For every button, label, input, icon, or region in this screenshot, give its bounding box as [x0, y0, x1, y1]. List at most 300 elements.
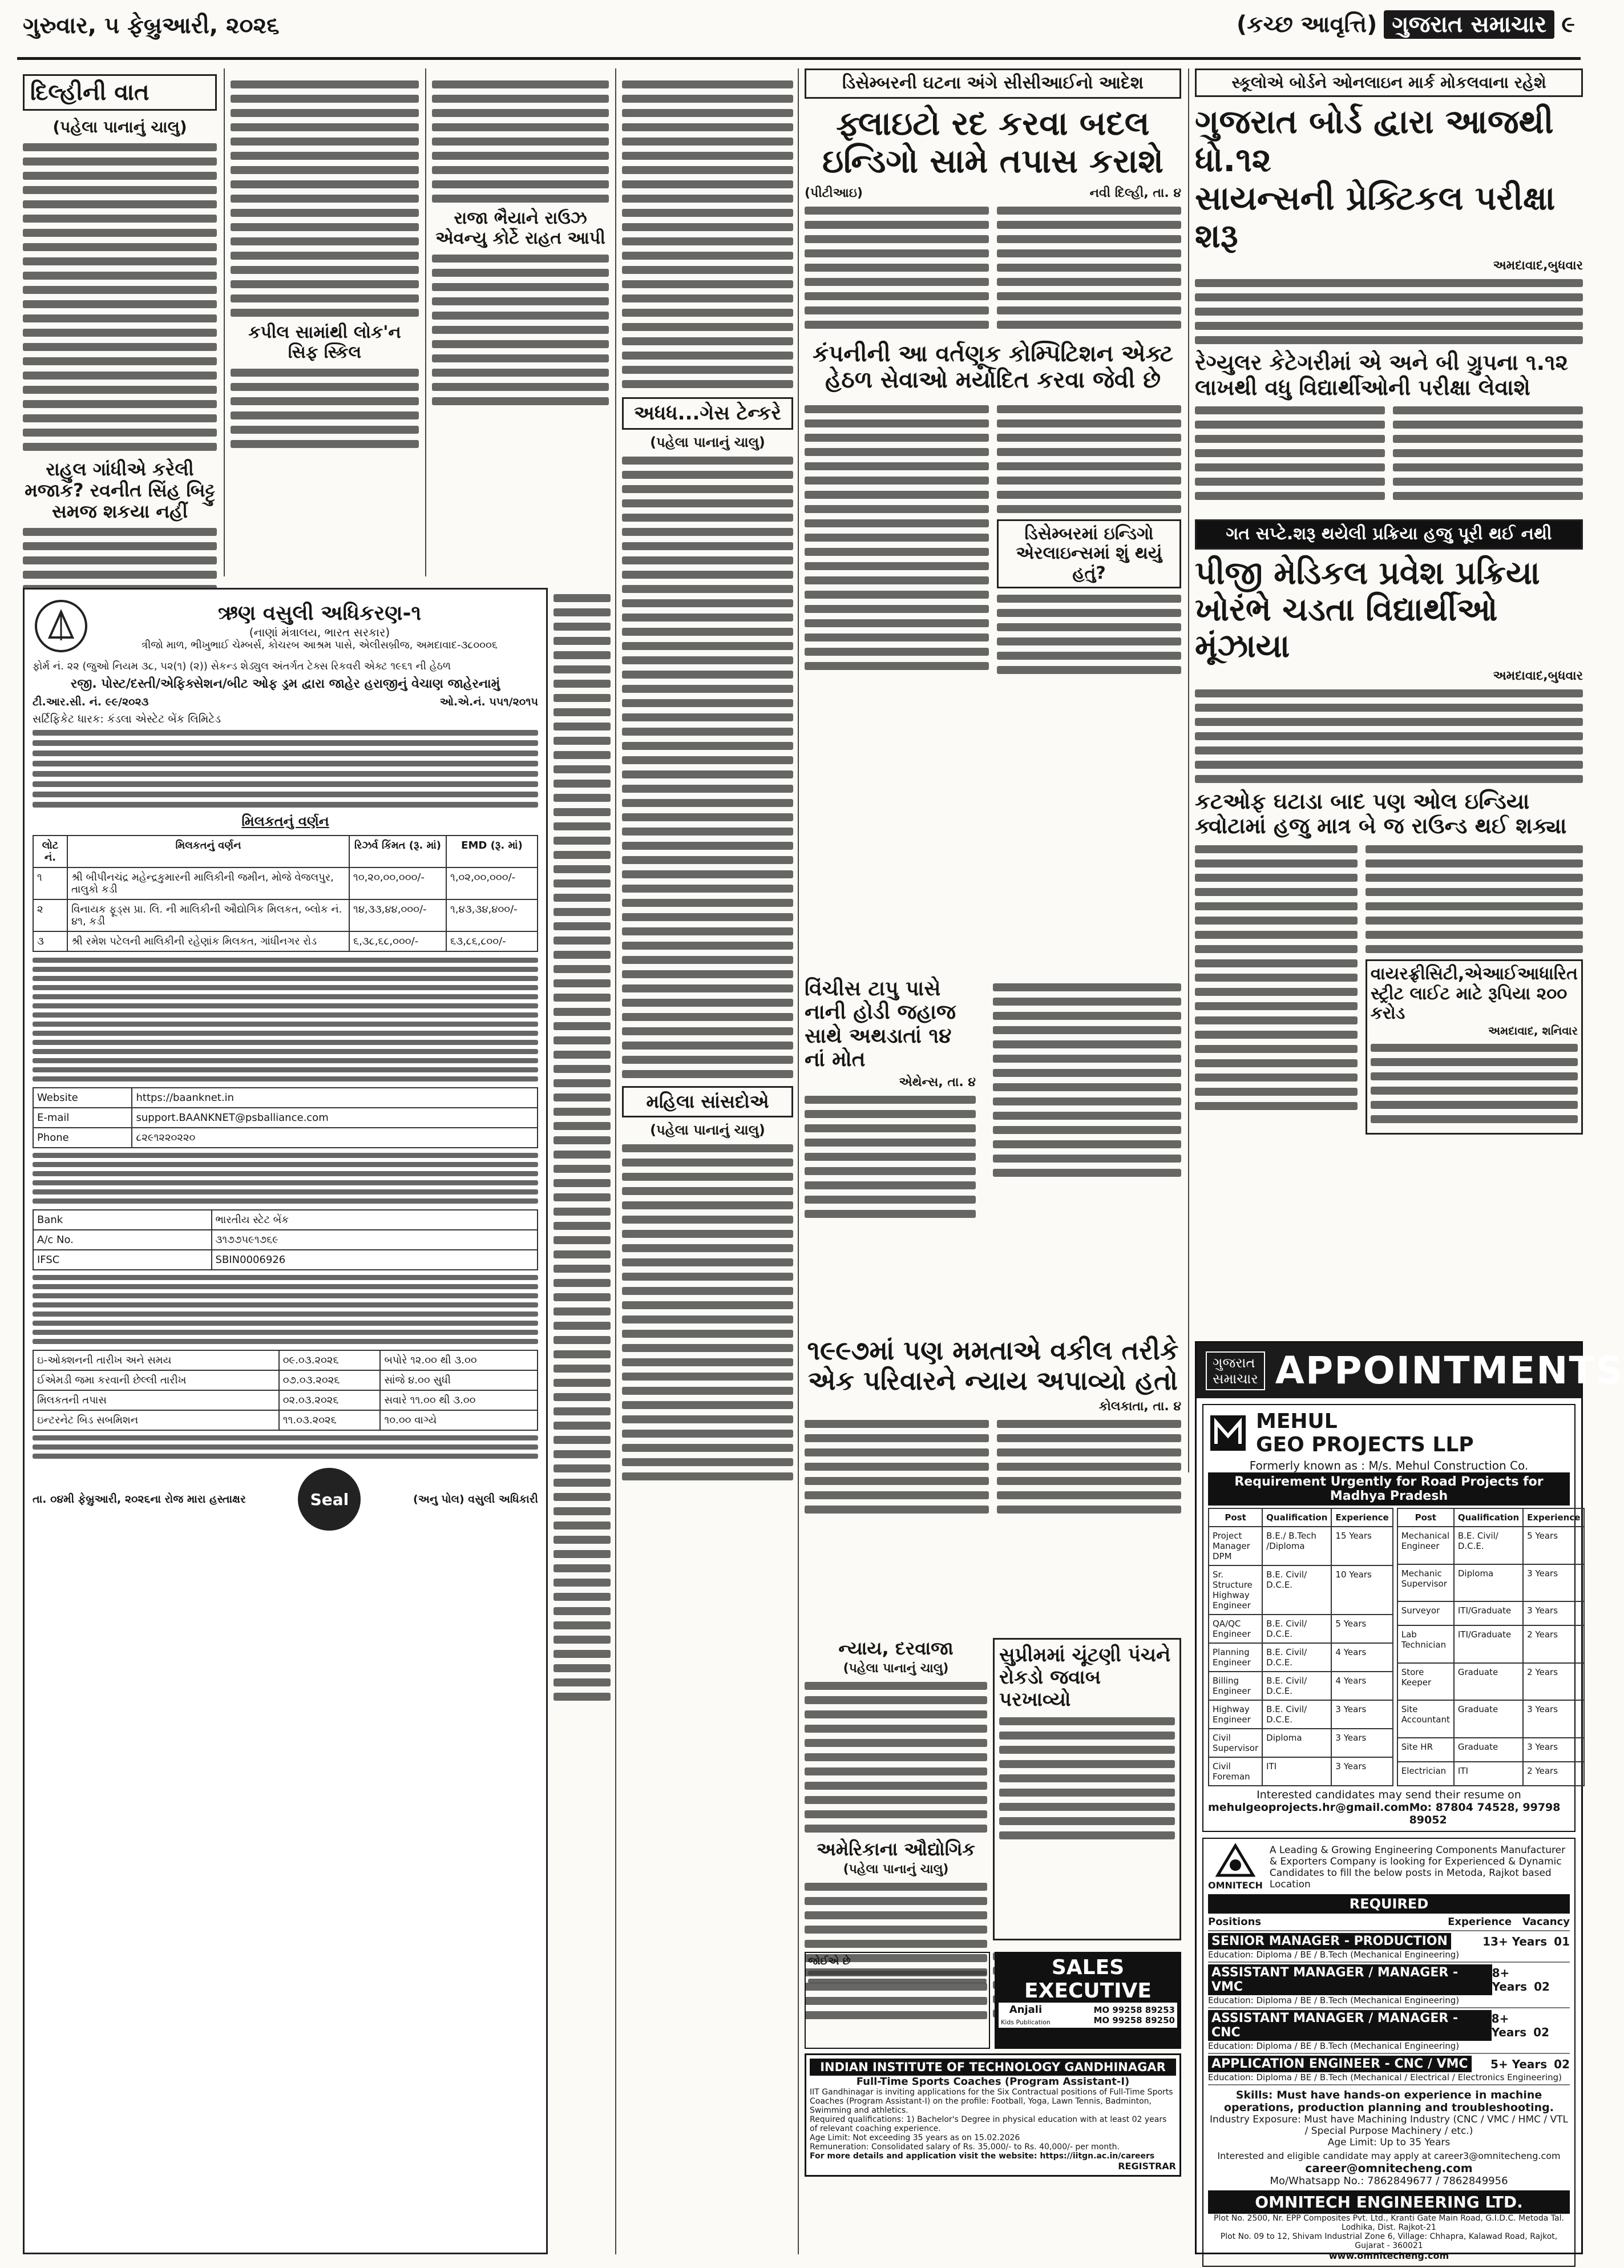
mehul-qual: B.E. Civil/ D.C.E.: [1262, 1643, 1331, 1672]
omnitech-phone: Mo/Whatsapp No.: 7862849677 / 7862849956: [1270, 2175, 1508, 2187]
indigo-kicker: ડિસેમ્બરની ઘટના અંગે સીસીઆઈનો આદેશ: [842, 73, 1144, 93]
mehul-exp: 3 Years: [1523, 1601, 1584, 1625]
mehul-row: [1209, 1615, 1393, 1643]
iit-link[interactable]: For more details and application visit the website: https://iitgn.ac.in/careers: [810, 2152, 1155, 2161]
notice-subtitle: (નાણાં મંત્રાલય, ભારત સરકાર): [249, 625, 390, 639]
property-table-heading: મિલકતનું વર્ણન: [241, 813, 329, 829]
streetlight-box: [1366, 959, 1583, 1135]
mehul-row: [1397, 1762, 1585, 1786]
property-emd: ૬૩,૮૬,૮૦૦/-: [446, 931, 538, 951]
mahila-head-box: [622, 1086, 793, 1117]
delhi-column-3: [432, 74, 609, 576]
indigo-title-1: ફ્લાઇટો રદ કરવા બદલ: [836, 103, 1150, 143]
delhi-body-6: [432, 255, 609, 405]
omnitech-col-positions: Positions: [1208, 1916, 1262, 1928]
mehul-post: Project Manager DPM: [1209, 1527, 1262, 1565]
mehul-post: Billing Engineer: [1209, 1672, 1262, 1700]
omnitech-industry: Industry Exposure: Must have Machining Industry (CNC / VMC / HMC / VTL / Special Purpose Machinery / etc.): [1209, 2114, 1569, 2137]
mehul-row: [1209, 1757, 1393, 1786]
omnitech-position: SENIOR MANAGER - PRODUCTION: [1208, 1933, 1451, 1950]
mehul-formerly: Formerly known as : M/s. Mehul Construction Co.: [1249, 1459, 1529, 1472]
delhi-subhead-2: કપીલ સામાંથી લોક'ન સિફ સ્કિલ: [248, 322, 401, 362]
mehul-exp: 3 Years: [1331, 1757, 1392, 1786]
pg-title-2: ખોરંભે ચડતા વિદ્યાર્થીઓ મૂંઝાયા: [1195, 591, 1498, 665]
mehul-logo-icon: [1208, 1413, 1248, 1453]
omnitech-logo: [1208, 1843, 1263, 1891]
pg-sub: કટઓફ ઘટાડા બાદ પણ ઓલ ઇન્ડિયા ક્વોટામાં હજુ માત્ર બે જ રાઉન્ડ થઈ શક્યા: [1195, 788, 1567, 839]
schedule-row: [33, 1390, 538, 1410]
page-number: ૯: [1561, 11, 1575, 38]
mehul-col-exp: Experience: [1331, 1508, 1392, 1527]
mehul-exp: 3 Years: [1331, 1729, 1392, 1757]
mehul-col-exp-r: Experience: [1523, 1508, 1584, 1527]
col-price: રિઝર્વ કિંમત (રૂ. માં): [349, 836, 446, 867]
pg-dateline: અમદાવાદ,બુધવાર: [1493, 668, 1583, 683]
indigo-dateline: (પીટીઆઇ): [805, 185, 863, 200]
property-emd: ૧,૦૨,૦૦,૦૦૦/-: [446, 867, 538, 899]
mehul-name-2: GEO PROJECTS LLP: [1256, 1433, 1474, 1456]
delhi-body-3: [231, 80, 419, 317]
iit-registrar: REGISTRAR: [1118, 2161, 1176, 2172]
schedule-time: સવારે ૧૧.૦૦ થી ૩.૦૦: [380, 1390, 538, 1410]
pg-body-3: [1366, 845, 1583, 953]
indigo-sub-2: હેઠળ સેવાઓ મર્યાદિત કરવા જેવી છે: [825, 366, 1161, 393]
schedule-row: [33, 1350, 538, 1370]
bank-table: Bank ભારતીય સ્ટેટ બેંક A/c No. ૩૧૭૭૫૯૧૭૬૯ IFSC SBIN0006926: [33, 1209, 538, 1270]
notice-case-no: ટી.આર.સી. નં. ૯૯/૨૦૨૩: [33, 696, 149, 708]
mehul-exp: 5 Years: [1523, 1527, 1584, 1564]
mehul-qual: B.E. Civil/ D.C.E.: [1262, 1700, 1331, 1729]
mehul-qual: ITI: [1262, 1757, 1331, 1786]
mehul-post: Civil Foreman: [1209, 1757, 1262, 1786]
schedule-row: [33, 1370, 538, 1390]
mehul-qual: ITI/Graduate: [1454, 1625, 1523, 1663]
column-rule: [425, 68, 426, 576]
mehul-row: [1209, 1700, 1393, 1729]
property-price: ૧૪,૩૩,૪૪,૦૦૦/-: [349, 899, 446, 931]
omnitech-row: [1208, 2008, 1570, 2054]
pg-kicker-box: [1195, 519, 1583, 550]
column-rule: [798, 68, 799, 2254]
omnitech-apply: Interested and eligible candidate may apply at career3@omnitecheng.com: [1217, 2150, 1561, 2161]
indigo-story: [805, 68, 1181, 970]
notice-account: ૩૧૭૭૫૯૧૭૬૯: [212, 1230, 538, 1250]
tanker-continued: (પહેલા પાનાનું ચાલુ): [650, 434, 765, 451]
mahila-continued: (પહેલા પાનાનું ચાલુ): [650, 1121, 765, 1138]
indigo-dateline-2: નવી દિલ્હી, તા. ૪: [1089, 185, 1181, 200]
mehul-qual: Graduate: [1454, 1700, 1523, 1738]
property-desc: શ્રી રમેશ પટેલની માલિકીની રહેણાંક મિલકત, ગાંધીનગર રોડ: [67, 931, 349, 951]
pg-title-1: પીજી મેડિકલ પ્રવેશ પ્રક્રિયા: [1195, 554, 1540, 592]
mehul-mobile: Mo: 87804 74528, 99798 89052: [1409, 1801, 1561, 1826]
notice-terms-3: [33, 1275, 538, 1344]
schedule-date: ૧૧.૦૩.૨૦૨૬: [279, 1410, 381, 1430]
mehul-row: [1397, 1601, 1585, 1625]
mehul-qual: ITI: [1454, 1762, 1523, 1786]
mehul-row: [1209, 1672, 1393, 1700]
mamta-body-1: [805, 1414, 989, 1520]
mehul-qual: B.E. Civil/ D.C.E.: [1454, 1527, 1523, 1564]
delhi-column-2: [231, 74, 419, 576]
board-kicker: સ્કૂલોએ બોર્ડને ઓનલાઇન માર્ક મોકલવાના રહેશે: [1231, 73, 1546, 92]
narrow-column: [554, 588, 611, 2254]
notice-form-line: ફોર્મ નં. ૨૨ (જુઓ નિયમ ૩૮, ૫૨(૧) (૨)) સેકન્ડ શેડ્યુલ અંતર્ગત ટેક્સ રિકવરી એક્ટ ૧૯૬૧ ની હેઠળ: [33, 660, 451, 672]
mamta-story: [805, 1335, 1181, 1632]
mehul-col-qual: Qualification: [1262, 1508, 1331, 1527]
nyay-head: ન્યાય, દરવાજા: [838, 1637, 954, 1659]
boat-dateline: એથેન્સ, તા. ૪: [899, 1075, 976, 1089]
indigo-sidehead: ડિસેમ્બરમાં ઇન્ડિગો એરલાઇન્સમાં શું થયું હતું?: [1016, 523, 1162, 583]
emblem-icon: [33, 598, 90, 655]
column-rule: [224, 68, 225, 576]
mehul-row: [1209, 1565, 1393, 1615]
date-line: ગુરુવાર, ૫ ફેબ્રુઆરી, ૨૦૨૬: [23, 13, 280, 39]
boat-body: [805, 1096, 976, 1218]
appointments-title: APPOINTMENTS: [1275, 1349, 1624, 1393]
contact-table: Website https://baanknet.in E-mail support.BAANKNET@psballiance.com Phone ૮૨૯૧૨૨૦૨૨૦: [33, 1087, 538, 1148]
schedule-date: ૦૨.૦૩.૨૦૨૬: [279, 1390, 381, 1410]
notice-phone: ૮૨૯૧૨૨૦૨૨૦: [132, 1128, 538, 1148]
mehul-post: Store Keeper: [1397, 1663, 1454, 1701]
board-kicker-box: [1195, 68, 1583, 97]
board-body-3: [1393, 400, 1583, 506]
delhi-subhead-3: રાજા ભૈયાને રાઉઝ એવન્યુ કોર્ટે રાહત આપી: [435, 208, 605, 248]
mehul-row: [1209, 1643, 1393, 1672]
notice-email[interactable]: support.BAANKNET@psballiance.com: [132, 1108, 538, 1128]
streetlight-dateline: અમદાવાદ, શનિવાર: [1488, 1023, 1578, 1038]
iit-age-limit: Age Limit: Not exceeding 35 years as on 15.02.2026: [810, 2133, 1020, 2142]
boat-story: [805, 977, 1181, 1331]
supreme-title: સુપ્રીમમાં ચૂંટણી પંચને રોકડો જવાબ પરખાવ્યો: [999, 1644, 1171, 1712]
property-emd: ૧,૪૩,૩૪,૪૦૦/-: [446, 899, 538, 931]
mehul-post: Site HR: [1397, 1738, 1454, 1762]
mehul-post: Electrician: [1397, 1762, 1454, 1786]
appointments-paper: ગુજરાત સમાચાર: [1206, 1351, 1265, 1390]
omnitech-vacancy: 02: [1554, 2057, 1570, 2071]
masthead-rule: [17, 57, 1581, 60]
mamta-title-2: એક પરિવારને ન્યાય અપાવ્યો હતો: [808, 1365, 1178, 1396]
delhi-body: [23, 143, 217, 451]
property-price: ૬,૩૮,૬૮,૦૦૦/-: [349, 931, 446, 951]
streetlight-title: વાયરફ્રીસિટી,એઆઈઆધારિત સ્ટ્રીટ લાઈટ માટે રૂપિયા ૨૦૦ કરોડ: [1370, 964, 1578, 1024]
omnitech-vacancy: 01: [1554, 1934, 1570, 1948]
nyay-continued: (પહેલા પાનાનું ચાલુ): [843, 1661, 949, 1676]
mehul-exp: 2 Years: [1523, 1663, 1584, 1701]
omnitech-age: Age Limit: Up to 35 Years: [1327, 2137, 1451, 2148]
property-desc: શ્રી બીપીનચંદ્ર મહેન્દ્રકુમારની માલિકીની જમીન, મોજે વેજલપુર, તાલુકો કડી: [67, 867, 349, 899]
omnitech-col-vac: Vacancy: [1522, 1916, 1570, 1928]
omnitech-experience: 8+ Years: [1492, 1966, 1528, 1993]
mehul-post: Civil Supervisor: [1209, 1729, 1262, 1757]
omnitech-experience: 8+ Years: [1491, 2012, 1527, 2039]
indigo-kicker-box: [805, 68, 1181, 99]
notice-title: ઋણ વસુલી અધિકરણ-૧: [217, 601, 422, 625]
omnitech-position: ASSISTANT MANAGER / MANAGER - CNC: [1208, 2010, 1492, 2041]
indigo-body-2: [997, 207, 1181, 329]
mamta-body-2: [997, 1414, 1181, 1520]
mehul-post: Mechanic Supervisor: [1397, 1564, 1454, 1602]
mehul-post: QA/QC Engineer: [1209, 1615, 1262, 1643]
sales-title-2: EXECUTIVE: [1024, 1979, 1152, 2003]
property-desc: વિનાયક ફૂડ્સ પ્રા. લિ. ની માલિકીની ઔદ્યોગિક મિલકત, બ્લોક નં. ૪૧, કડી: [67, 899, 349, 931]
omnitech-logo-text: OMNITECH: [1208, 1880, 1263, 1891]
omnitech-vacancy: 02: [1534, 1980, 1550, 1993]
mehul-exp: 4 Years: [1331, 1643, 1392, 1672]
mehul-qual: B.E. Civil/ D.C.E.: [1262, 1615, 1331, 1643]
mehul-post: Surveyor: [1397, 1601, 1454, 1625]
notice-body: [33, 730, 538, 808]
delhi-body-5: [432, 80, 609, 203]
schedule-event: ઇ-ઓક્શનની તારીખ અને સમય: [33, 1350, 279, 1370]
pg-body-1: [1195, 689, 1583, 783]
seal-stamp: [298, 1468, 361, 1531]
mamta-title-1: ૧૯૯૭માં પણ મમતાએ વકીલ તરીકે: [807, 1335, 1179, 1366]
iit-title: INDIAN INSTITUTE OF TECHNOLOGY GANDHINAGAR: [810, 2059, 1176, 2076]
mehul-qual: B.E. Civil/ D.C.E.: [1262, 1565, 1331, 1615]
mehul-col-qual-r: Qualification: [1454, 1508, 1523, 1527]
indigo-sidehead-box: [997, 519, 1181, 589]
tanker-head: અધધ...ગેસ ટેન્કરે: [633, 402, 782, 425]
america-continued: (પહેલા પાનાનું ચાલુ): [843, 1862, 949, 1876]
omnitech-row: [1208, 1931, 1570, 1963]
mehul-row: [1209, 1729, 1393, 1757]
iit-ad: [805, 2053, 1181, 2177]
masthead: [1237, 10, 1575, 39]
tanker-body: [622, 457, 793, 1078]
schedule-time: ૧૦.૦૦ વાગ્યે: [380, 1410, 538, 1430]
sales-mobile-1: MO 99258 89253: [1093, 2005, 1175, 2015]
iit-body: IIT Gandhinagar is inviting applications for the Six Contractual positions of Full-Time Sports Coaches (Program Assistant-I) on the profile: Football, Yoga, Lawn Tennis, Badminton, Swimming and athletics.: [810, 2088, 1173, 2115]
mehul-email[interactable]: mehulgeoprojects.hr@gmail.com: [1208, 1801, 1409, 1814]
omnitech-experience: 13+ Years: [1482, 1934, 1548, 1948]
omnitech-row: [1208, 1963, 1570, 2008]
mehul-row: [1397, 1738, 1585, 1762]
mehul-exp: 2 Years: [1523, 1762, 1584, 1786]
mehul-row: [1397, 1564, 1585, 1602]
schedule-event: મિલકતની તપાસ: [33, 1390, 279, 1410]
mehul-table-right: [1397, 1508, 1585, 1786]
boat-body-2: [993, 977, 1181, 1183]
notice-terms-4: [33, 1435, 538, 1459]
column-rule: [1188, 68, 1189, 1472]
omnitech-web[interactable]: www.omnitecheng.com: [1328, 2250, 1449, 2261]
property-row: [33, 931, 538, 951]
indigo-body-5: [997, 595, 1181, 674]
mehul-post: Lab Technician: [1397, 1625, 1454, 1663]
omnitech-education: Education: Diploma / BE / B.Tech (Mechanical Engineering): [1208, 1995, 1460, 2005]
edition-label: (કચ્છ આવૃત્તિ): [1236, 11, 1377, 38]
appointments-section: [1195, 1341, 1624, 2261]
mehul-col-post-r: Post: [1397, 1508, 1454, 1527]
omnitech-row: [1208, 2054, 1570, 2085]
omnitech-contact-email[interactable]: career@omnitecheng.com: [1305, 2161, 1473, 2175]
delhi-body-4: [231, 369, 419, 448]
school-want-ad: [805, 1952, 990, 2049]
schedule-time: બપોરે ૧૨.૦૦ થી ૩.૦૦: [380, 1350, 538, 1370]
pg-body-2: [1195, 839, 1358, 1135]
sales-mobile-2: MO 99258 89250: [1093, 2015, 1175, 2025]
mehul-row: [1397, 1625, 1585, 1663]
omnitech-experience: 5+ Years: [1490, 2057, 1548, 2071]
sales-company: Anjali: [1009, 2004, 1043, 2016]
board-title-1: ગુજરાત બોર્ડ દ્વારા આજથી ધો.૧૨: [1195, 102, 1554, 179]
mehul-qual: ITI/Graduate: [1454, 1601, 1523, 1625]
property-lot: ૨: [33, 899, 67, 931]
indigo-title-2: ઇન્ડિગો સામે તપાસ કરાશે: [822, 142, 1164, 181]
col-emd: EMD (રૂ. માં): [446, 836, 538, 867]
sales-executive: [995, 1952, 1181, 2049]
omnitech-logo-icon: [1215, 1843, 1255, 1878]
mehul-exp: 5 Years: [1331, 1615, 1392, 1643]
mehul-exp: 3 Years: [1523, 1738, 1584, 1762]
seal-label: Seal: [310, 1490, 349, 1509]
sales-company-sub: Kids Publication: [1001, 2019, 1051, 2026]
notice-signature: (અનુ પોલ) વસુલી અધિકારી: [413, 1493, 538, 1506]
boat-title: વિંચીસ ટાપુ પાસે નાની હોડી જહાજ સાથે અથડાતાં ૧૪ નાં મોત: [805, 977, 956, 1072]
mehul-table-left: [1208, 1508, 1393, 1786]
nyay-body: [805, 1682, 987, 1833]
property-lot: ૩: [33, 931, 67, 951]
notice-bank-line: રજી. પોસ્ટ/દસ્તી/એફિક્સેશન/બીટ ઓફ ડ્રમ દ્વારા જાહેર હરાજીનું વેચાણ જાહેરનામું: [70, 677, 500, 691]
indigo-sub-1: કંપનીની આ વર્તણૂક કોમ્પિટિશન એક્ટ: [813, 340, 1173, 367]
streetlight-body: [1371, 1044, 1578, 1123]
drt-notice: [23, 588, 548, 2254]
tanker-column: [622, 74, 793, 2254]
omnitech-position: APPLICATION ENGINEER - CNC / VMC: [1208, 2056, 1472, 2072]
tanker-head-box: [622, 397, 793, 430]
property-table: [33, 835, 538, 952]
schedule-table: [33, 1350, 538, 1431]
delhi-continued: (પહેલા પાનાનું ચાલુ): [52, 118, 187, 136]
col-lot: લોટ નં.: [33, 836, 67, 867]
mehul-row: [1397, 1663, 1585, 1701]
mahila-body: [622, 1144, 793, 1480]
omnitech-col-exp: Experience: [1448, 1916, 1512, 1928]
notice-footer-date: તા. ૦૪મી ફેબ્રુઆરી, ૨૦૨૬ના રોજ મારા હસ્તાક્ષર: [33, 1493, 246, 1506]
board-sub: રેગ્યુલર કેટેગરીમાં એ અને બી ગ્રુપના ૧.૧૨ લાખથી વધુ વિદ્યાર્થીઓની પરીક્ષા લેવાશે: [1195, 349, 1568, 400]
omnitech-skills: Skills: Must have hands-on experience in machine operations, production planning and troubleshooting.: [1224, 2089, 1554, 2114]
omnitech-tagline: A Leading & Growing Engineering Components Manufacturer & Exporters Company is looking for Experienced & Dynamic Candidates to fill the below posts in Metoda, Rajkot based Location: [1269, 1844, 1566, 1890]
mehul-name: MEHUL: [1256, 1410, 1338, 1433]
mehul-col-post: Post: [1209, 1508, 1262, 1527]
omnitech-name: OMNITECH ENGINEERING LTD.: [1208, 2190, 1570, 2214]
board-exam-story: [1195, 68, 1583, 514]
notice-terms: [33, 958, 538, 1081]
mehul-qual: Diploma: [1454, 1564, 1523, 1602]
notice-ifsc: SBIN0006926: [212, 1250, 538, 1270]
iit-qualifications: Required qualifications: 1) Bachelor's Degree in physical education with at least 02 years of relevant coaching experience.: [810, 2115, 1167, 2133]
iit-remuneration: Remuneration: Consolidated salary of Rs. 35,000/- to Rs. 40,000/- per month.: [810, 2142, 1120, 2152]
schedule-date: ૦૭.૦૩.૨૦૨૬: [279, 1370, 381, 1390]
omnitech-position: ASSISTANT MANAGER / MANAGER - VMC: [1208, 1964, 1492, 1995]
column-4-body: [622, 80, 793, 388]
mehul-post: Planning Engineer: [1209, 1643, 1262, 1672]
mehul-qual: Graduate: [1454, 1738, 1523, 1762]
board-dateline: અમદાવાદ,બુધવાર: [1493, 258, 1583, 273]
mehul-requirement: Requirement Urgently for Road Projects for Madhya Pradesh: [1208, 1472, 1570, 1506]
omnitech-address-2: Plot No. 09 to 12, Shivam Industrial Zone 6, Village: Chhapra, Kalawad Road, Rajkot, Gujarat - 360021: [1220, 2232, 1558, 2250]
school-ad-label: જોઈએ છે: [808, 1955, 851, 1967]
notice-party: સર્ટિફિકેટ ધારક: કંડલા એસ્ટેટ બેંક લિમિટેડ: [33, 713, 221, 725]
property-price: ૧૦,૨૦,૦૦,૦૦૦/-: [349, 867, 446, 899]
mehul-qual: Graduate: [1454, 1663, 1523, 1701]
mamta-dateline: કોલકાતા, તા. ૪: [1098, 1399, 1181, 1414]
mehul-post: Highway Engineer: [1209, 1700, 1262, 1729]
mehul-exp: 2 Years: [1523, 1625, 1584, 1663]
omnitech-education: Education: Diploma / BE / B.Tech (Mechanical / Electrical / Electronics Engineering): [1208, 2072, 1562, 2083]
appointments-header: [1197, 1343, 1624, 1398]
col-desc: મિલકતનું વર્ણન: [67, 836, 349, 867]
narrow-body: [554, 594, 611, 1701]
omnitech-address: Plot No. 2500, Nr. EPP Composites Pvt. Ltd., Kranti Gate Main Road, G.I.D.C. Metoda Tal. Lodhika, Dist. Rajkot-21: [1214, 2214, 1564, 2232]
column-rule: [615, 68, 616, 2254]
mehul-exp: 15 Years: [1331, 1527, 1392, 1565]
mehul-qual: B.E./ B.Tech /Diploma: [1262, 1527, 1331, 1565]
mehul-row: [1397, 1700, 1585, 1738]
pg-medical-story: [1195, 519, 1583, 1330]
delhi-subhead: રાહુલ ગાંધીએ કરેલી મજાક? રવનીત સિંહ બિટ્ટુ સમજ શકયા નહીં: [25, 458, 215, 522]
notice-oa-no: ઓ.એ.નં. ૫૫૧/૨૦૧૫: [439, 696, 538, 708]
notice-address: ત્રીજો માળ, ભીખુભાઈ ચેમ્બર્સ, કોચરબ આશ્રમ પાસે, એલીસબ્રીજ, અમદાવાદ-૩૮૦૦૦૬: [142, 639, 498, 651]
indigo-body-1: [805, 207, 989, 329]
mehul-qual: Diploma: [1262, 1729, 1331, 1757]
indigo-body-4: [997, 405, 1181, 513]
board-body-2: [1195, 400, 1385, 506]
notice-bank-name: ભારતીય સ્ટેટ બેંક: [212, 1210, 538, 1230]
mehul-exp: 3 Years: [1523, 1564, 1584, 1602]
iit-subtitle: Full-Time Sports Coaches (Program Assistant-I): [856, 2076, 1130, 2088]
property-row: [33, 867, 538, 899]
mehul-row: [1209, 1527, 1393, 1565]
omnitech-vacancy: 02: [1533, 2025, 1549, 2039]
omnitech-required: REQUIRED: [1208, 1894, 1570, 1914]
notice-terms-2: [33, 1153, 538, 1204]
sales-title: SALES: [1051, 1956, 1125, 1979]
paper-logo: ગુજરાત સમાચાર: [1384, 10, 1554, 39]
omnitech-education: Education: Diploma / BE / B.Tech (Mechanical Engineering): [1208, 2041, 1460, 2051]
schedule-time: સાંજે ૪.૦૦ સુધી: [380, 1370, 538, 1390]
board-body-1: [1195, 279, 1583, 344]
delhi-column: [23, 74, 217, 576]
indigo-body-3: [805, 399, 989, 681]
mehul-exp: 10 Years: [1331, 1565, 1392, 1615]
mehul-exp: 3 Years: [1523, 1700, 1584, 1738]
delhi-body-2: [23, 528, 217, 593]
america-head: અમેરિકાના ઔદ્યોગિક: [817, 1838, 975, 1860]
mehul-qual: B.E. Civil/ D.C.E.: [1262, 1672, 1331, 1700]
mehul-ad: [1202, 1404, 1581, 1832]
schedule-event: ઇન્ટરનેટ બિડ સબમિશન: [33, 1410, 279, 1430]
mehul-row: [1397, 1527, 1585, 1564]
omnitech-education: Education: Diploma / BE / B.Tech (Mechanical Engineering): [1208, 1950, 1460, 1960]
notice-website[interactable]: https://baanknet.in: [132, 1088, 538, 1108]
mehul-post: Site Accountant: [1397, 1700, 1454, 1738]
schedule-date: ૦૯.૦૩.૨૦૨૬: [279, 1350, 381, 1370]
delhi-kicker: દિલ્હીની વાત: [30, 79, 150, 106]
schedule-row: [33, 1410, 538, 1430]
board-title-2: સાયન્સની પ્રેક્ટિકલ પરીક્ષા શરૂ: [1195, 178, 1556, 256]
delhi-kicker-box: [23, 74, 217, 111]
omnitech-ad: [1202, 1838, 1575, 2267]
property-lot: ૧: [33, 867, 67, 899]
property-row: [33, 899, 538, 931]
mehul-post: Mechanical Engineer: [1397, 1527, 1454, 1564]
mehul-exp: 4 Years: [1331, 1672, 1392, 1700]
mehul-footer: Interested candidates may send their resume on: [1257, 1789, 1521, 1801]
pg-kicker: ગત સપ્ટે.શરૂ થયેલી પ્રક્રિયા હજુ પૂરી થઈ નથી: [1226, 524, 1552, 544]
mehul-post: Sr. Structure Highway Engineer: [1209, 1565, 1262, 1615]
mahila-head: મહિલા સાંસદોએ: [646, 1091, 769, 1113]
